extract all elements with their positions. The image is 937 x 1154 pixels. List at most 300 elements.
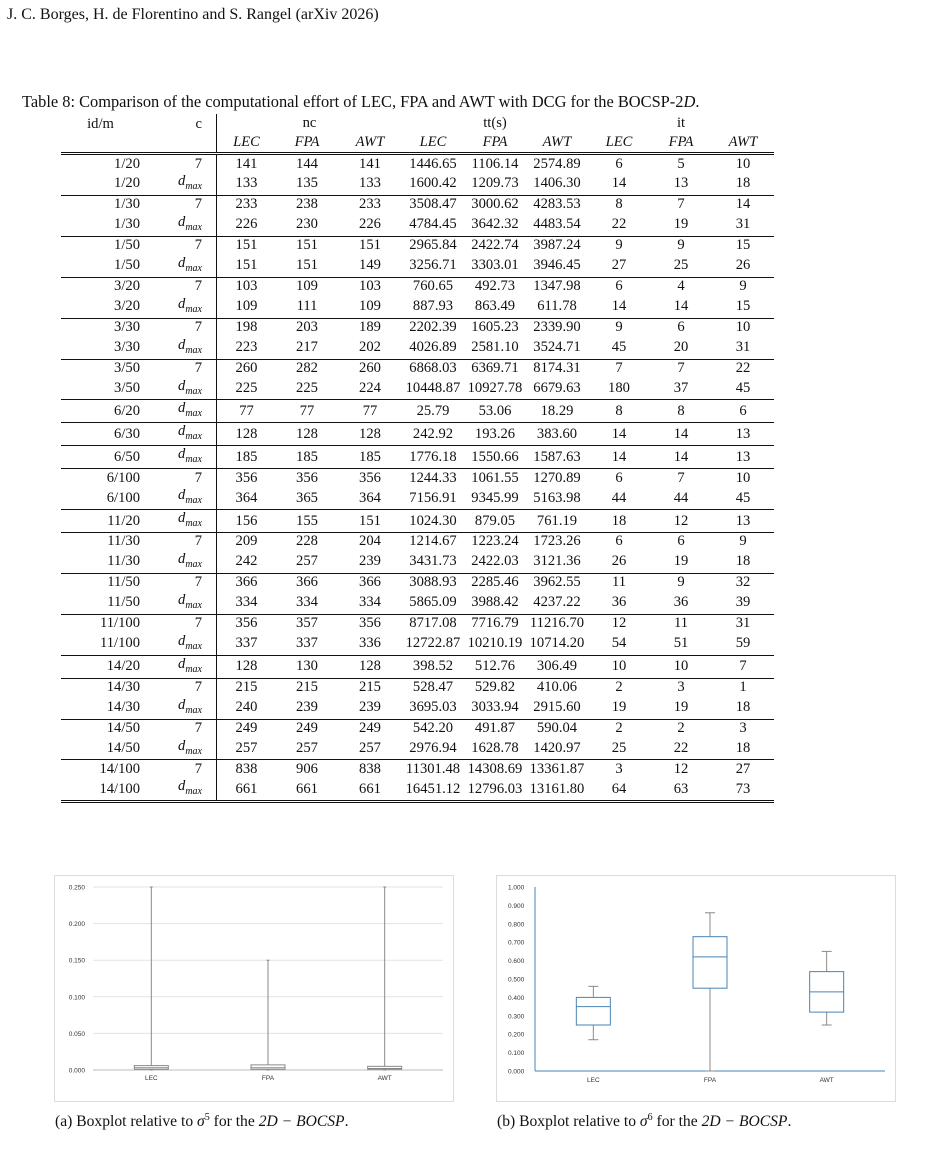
- dmax-base: d: [178, 446, 186, 463]
- table-row: [61, 195, 774, 214]
- cell-value: 5163.98: [533, 489, 581, 506]
- dmax-sub: max: [185, 385, 202, 397]
- cell-c: [140, 296, 217, 318]
- cell-value: 3: [588, 760, 650, 779]
- cell-id: 14/100: [61, 778, 140, 801]
- cell-value: 185: [276, 446, 338, 469]
- cell-id: 11/100: [100, 635, 140, 652]
- cell-value: 10714.20: [529, 635, 585, 652]
- cell-c: [140, 655, 217, 678]
- dmax-base: d: [178, 737, 186, 754]
- cell-value: 149: [359, 257, 381, 274]
- cell-value: 3962.55: [526, 573, 588, 592]
- cell-value: 6: [615, 155, 623, 172]
- cell-c: [140, 697, 217, 719]
- cell-value: 3508.47: [402, 195, 464, 214]
- cell-value: 13: [712, 423, 774, 446]
- cell-value: 1446.65: [409, 155, 457, 172]
- subcaption-b: (b) Boxplot relative to $\sigma^6$ for the 2D − BOCSP.: [497, 1112, 792, 1131]
- cell-value: 109: [276, 277, 338, 296]
- cell-c: 7: [140, 195, 217, 214]
- cell-value: 31: [735, 339, 751, 356]
- cell-value: 53.06: [464, 400, 526, 423]
- cell-value: 7: [650, 469, 712, 488]
- cell-value: 156: [217, 510, 277, 533]
- cell-c: [140, 337, 217, 359]
- cell-value: 22: [712, 359, 774, 378]
- cell-value: 14: [673, 298, 689, 315]
- cell-id: 6/50: [61, 446, 140, 469]
- cell-value: 14308.69: [464, 760, 526, 779]
- cell-value: 18: [735, 175, 751, 192]
- cell-value: 410.06: [526, 678, 588, 697]
- cell-c: 7: [140, 469, 217, 488]
- cell-value: 4283.53: [526, 195, 588, 214]
- table-row: [61, 236, 774, 255]
- table-header-row: [61, 114, 774, 133]
- cell-value: 14: [712, 195, 774, 214]
- cell-value: 2: [650, 719, 712, 738]
- cell-value: 8174.31: [526, 359, 588, 378]
- cell-value: 20: [673, 339, 689, 356]
- cell-c: 7: [140, 760, 217, 779]
- table-row: [61, 532, 774, 551]
- cell-c: [140, 633, 217, 655]
- cell-value: 4026.89: [409, 339, 457, 356]
- cell-c: [140, 487, 217, 509]
- cell-value: 63: [650, 778, 712, 801]
- dmax-sub: max: [185, 454, 202, 466]
- cell-value: 151: [217, 255, 277, 277]
- cell-value: 77: [276, 400, 338, 423]
- dmax-sub: max: [185, 640, 202, 652]
- dmax-sub: max: [185, 431, 202, 443]
- table-row: [61, 296, 774, 318]
- cell-value: 10: [588, 655, 650, 678]
- cell-value: 1420.97: [533, 739, 581, 756]
- cell-value: 12: [650, 760, 712, 779]
- cell-value: 6: [588, 469, 650, 488]
- dmax-sub: max: [185, 517, 202, 529]
- cell-value: 25.79: [402, 400, 464, 423]
- cell-value: 8: [588, 195, 650, 214]
- cell-c: 7: [140, 359, 217, 378]
- table-row: [61, 255, 774, 277]
- cell-c: [140, 592, 217, 614]
- cell-value: 36: [673, 594, 689, 611]
- cell-value: 1214.67: [402, 532, 464, 551]
- cell-id: 3/20: [61, 277, 140, 296]
- cell-value: 1587.63: [526, 446, 588, 469]
- cell-value: 13: [673, 175, 689, 192]
- cell-value: 3988.42: [471, 594, 519, 611]
- dmax-base: d: [178, 510, 186, 527]
- cell-value: 44: [611, 489, 627, 506]
- table-row: [61, 614, 774, 633]
- cell-value: 661: [338, 778, 402, 801]
- dmax-base: d: [178, 550, 186, 567]
- header-group3: it: [676, 115, 686, 131]
- cell-value: 366: [276, 573, 338, 592]
- cell-value: 6369.71: [464, 359, 526, 378]
- cell-value: 209: [217, 532, 277, 551]
- cell-value: 25: [673, 257, 689, 274]
- cell-value: 15: [735, 298, 751, 315]
- dmax-base: d: [178, 336, 186, 353]
- cell-value: 13161.80: [526, 778, 588, 801]
- x-category-label: AWT: [377, 1075, 392, 1082]
- cell-value: 10: [735, 155, 751, 172]
- cell-value: 11: [650, 614, 712, 633]
- dmax-base: d: [178, 213, 186, 230]
- cell-value: 185: [217, 446, 277, 469]
- cell-value: 19: [673, 216, 689, 233]
- cell-value: 180: [608, 379, 630, 396]
- cell-value: 906: [276, 760, 338, 779]
- cell-value: 239: [296, 699, 318, 716]
- cell-value: 257: [296, 553, 318, 570]
- cell-value: 661: [217, 778, 277, 801]
- cell-value: 1024.30: [402, 510, 464, 533]
- cell-id: 11/50: [61, 573, 140, 592]
- dmax-base: d: [178, 655, 186, 672]
- cell-value: 133: [217, 173, 277, 195]
- cell-value: 39: [735, 594, 751, 611]
- cell-value: 366: [217, 573, 277, 592]
- subheader-lec: LEC: [588, 133, 650, 154]
- table-row: [61, 697, 774, 719]
- cell-value: 215: [338, 678, 402, 697]
- cell-value: 2581.10: [471, 339, 519, 356]
- cell-value: 51: [673, 635, 689, 652]
- cell-value: 334: [296, 594, 318, 611]
- cell-value: 15: [712, 236, 774, 255]
- table-row: [61, 469, 774, 488]
- dmax-sub: max: [185, 262, 202, 274]
- y-tick-label: 0.300: [508, 1013, 525, 1021]
- cell-value: 6679.63: [533, 379, 581, 396]
- cell-id: 6/100: [106, 489, 140, 506]
- dmax-base: d: [178, 487, 186, 504]
- cell-value: 7: [588, 359, 650, 378]
- cell-value: 77: [338, 400, 402, 423]
- cell-value: 9: [650, 573, 712, 592]
- cell-value: 155: [276, 510, 338, 533]
- table-row: [61, 678, 774, 697]
- cell-value: 4784.45: [409, 216, 457, 233]
- cell-value: 1605.23: [464, 318, 526, 337]
- cell-c: 7: [194, 155, 202, 172]
- cell-value: 128: [338, 655, 402, 678]
- cell-value: 12796.03: [464, 778, 526, 801]
- cell-value: 10448.87: [405, 379, 461, 396]
- cell-id: 3/50: [114, 379, 140, 396]
- cell-value: 1223.24: [464, 532, 526, 551]
- cell-value: 1: [712, 678, 774, 697]
- table-row: [61, 655, 774, 678]
- cell-value: 37: [673, 379, 689, 396]
- cell-value: 2422.74: [464, 236, 526, 255]
- cell-value: 19: [673, 553, 689, 570]
- cell-id: 3/50: [61, 359, 140, 378]
- cell-value: 611.78: [537, 298, 577, 315]
- y-tick-label: 0.050: [68, 1030, 85, 1038]
- cell-c: 7: [140, 719, 217, 738]
- boxplot-b-frame: [496, 875, 896, 1102]
- cell-value: 11301.48: [402, 760, 464, 779]
- subheader-fpa: FPA: [650, 133, 712, 154]
- subheader-awt: AWT: [526, 133, 588, 154]
- dmax-base: d: [178, 778, 186, 795]
- cell-value: 357: [276, 614, 338, 633]
- cell-value: 18: [588, 510, 650, 533]
- cell-value: 128: [217, 423, 277, 446]
- cell-value: 32: [712, 573, 774, 592]
- cell-id: 6/20: [61, 400, 140, 423]
- y-tick-label: 0.000: [508, 1068, 525, 1076]
- cell-c: 7: [140, 236, 217, 255]
- dmax-sub: max: [185, 558, 202, 570]
- cell-c: 7: [140, 277, 217, 296]
- cell-value: 1723.26: [526, 532, 588, 551]
- table-row: [61, 173, 774, 195]
- cell-value: 14: [611, 298, 627, 315]
- cell-id: 14/50: [106, 739, 140, 756]
- header-group1: nc: [217, 114, 403, 133]
- cell-value: 1061.55: [464, 469, 526, 488]
- cell-value: 27: [712, 760, 774, 779]
- dmax-base: d: [178, 400, 186, 417]
- cell-value: 22: [673, 739, 689, 756]
- cell-value: 512.76: [464, 655, 526, 678]
- cell-value: 257: [296, 739, 318, 756]
- cell-value: 2: [588, 678, 650, 697]
- cell-value: 128: [338, 423, 402, 446]
- cell-value: 242.92: [402, 423, 464, 446]
- cell-id: 6/100: [61, 469, 140, 488]
- cell-id: 11/100: [61, 614, 140, 633]
- cell-value: 77: [217, 400, 277, 423]
- dmax-base: d: [178, 173, 186, 189]
- cell-value: 151: [296, 257, 318, 274]
- cell-value: 141: [359, 155, 381, 172]
- box-fpa: [251, 1065, 285, 1069]
- cell-value: 4237.22: [533, 594, 581, 611]
- cell-value: 249: [276, 719, 338, 738]
- dmax-base: d: [178, 295, 186, 312]
- cell-c: [140, 551, 217, 573]
- y-tick-label: 0.200: [508, 1031, 525, 1039]
- header-c: c: [140, 114, 217, 154]
- cell-value: 45: [611, 339, 627, 356]
- cell-value: 1406.30: [533, 175, 581, 192]
- cell-value: 2285.46: [464, 573, 526, 592]
- cell-value: 366: [338, 573, 402, 592]
- table-row: [61, 400, 774, 423]
- x-category-label: FPA: [261, 1075, 275, 1082]
- cell-value: 838: [217, 760, 277, 779]
- table-row: [61, 359, 774, 378]
- cell-value: 230: [296, 216, 318, 233]
- cell-value: 11216.70: [526, 614, 588, 633]
- dmax-sub: max: [185, 221, 202, 233]
- cell-value: 9345.99: [471, 489, 519, 506]
- cell-value: 249: [217, 719, 277, 738]
- dmax-base: d: [178, 377, 186, 394]
- cell-id: 1/20: [114, 175, 140, 192]
- cell-value: 228: [276, 532, 338, 551]
- cell-value: 9: [712, 277, 774, 296]
- cell-id: 11/20: [61, 510, 140, 533]
- cell-value: 6868.03: [402, 359, 464, 378]
- table-row: [61, 551, 774, 573]
- cell-value: 337: [296, 635, 318, 652]
- cell-value: 13: [712, 510, 774, 533]
- table-row: [61, 592, 774, 614]
- cell-value: 203: [276, 318, 338, 337]
- cell-id: 6/30: [61, 423, 140, 446]
- cell-value: 590.04: [526, 719, 588, 738]
- cell-value: 7156.91: [409, 489, 457, 506]
- subheader-awt: AWT: [712, 133, 774, 154]
- cell-value: 193.26: [464, 423, 526, 446]
- cell-value: 26: [611, 553, 627, 570]
- y-tick-label: 0.100: [508, 1050, 525, 1058]
- cell-value: 11: [588, 573, 650, 592]
- y-tick-label: 0.900: [508, 902, 525, 910]
- cell-id: 14/100: [61, 760, 140, 779]
- table-row: [61, 487, 774, 509]
- cell-c: 7: [140, 318, 217, 337]
- dmax-sub: max: [185, 786, 202, 798]
- table-row: [61, 778, 774, 801]
- cell-value: 109: [359, 298, 381, 315]
- cell-value: 12: [650, 510, 712, 533]
- box-lec: [576, 997, 610, 1025]
- cell-value: 356: [217, 469, 277, 488]
- cell-value: 202: [359, 339, 381, 356]
- cell-value: 7: [650, 359, 712, 378]
- table-row: [61, 738, 774, 760]
- cell-value: 19: [611, 699, 627, 716]
- cell-value: 8: [588, 400, 650, 423]
- cell-value: 10: [712, 469, 774, 488]
- cell-value: 364: [359, 489, 381, 506]
- cell-value: 3946.45: [533, 257, 581, 274]
- y-tick-label: 0.250: [68, 884, 85, 892]
- cell-value: 233: [217, 195, 277, 214]
- table-row: [61, 214, 774, 236]
- cell-value: 217: [296, 339, 318, 356]
- cell-value: 10: [650, 655, 712, 678]
- cell-value: 73: [712, 778, 774, 801]
- cell-value: 1106.14: [471, 155, 519, 172]
- cell-value: 3000.62: [464, 195, 526, 214]
- y-tick-label: 0.500: [508, 976, 525, 984]
- cell-id: 1/30: [114, 216, 140, 233]
- cell-value: 133: [359, 175, 381, 192]
- dmax-sub: max: [185, 344, 202, 356]
- cell-value: 135: [296, 175, 318, 192]
- cell-value: 1270.89: [526, 469, 588, 488]
- y-tick-label: 0.100: [68, 994, 85, 1002]
- cell-value: 2976.94: [409, 739, 457, 756]
- cell-value: 242: [217, 551, 277, 573]
- cell-value: 306.49: [526, 655, 588, 678]
- boxplot-a-frame: [54, 875, 454, 1102]
- boxplot-sigma5: [55, 876, 453, 1101]
- subheader-lec: LEC: [217, 133, 277, 154]
- cell-value: 1776.18: [402, 446, 464, 469]
- dmax-sub: max: [185, 599, 202, 611]
- cell-value: 54: [611, 635, 627, 652]
- cell-c: 7: [140, 614, 217, 633]
- cell-value: 4: [650, 277, 712, 296]
- cell-value: 5865.09: [409, 594, 457, 611]
- y-tick-label: 0.400: [508, 994, 525, 1002]
- cell-value: 144: [296, 155, 318, 172]
- dmax-base: d: [178, 423, 186, 440]
- cell-id: 14/30: [106, 699, 140, 716]
- cell-id: 14/30: [61, 678, 140, 697]
- cell-value: 130: [276, 655, 338, 678]
- cell-value: 128: [276, 423, 338, 446]
- cell-id: 11/50: [107, 594, 140, 611]
- cell-value: 26: [735, 257, 751, 274]
- cell-value: 2574.89: [533, 155, 581, 172]
- cell-value: 1347.98: [526, 277, 588, 296]
- cell-value: 3695.03: [409, 699, 457, 716]
- cell-value: 31: [712, 614, 774, 633]
- subheader-awt: AWT: [338, 133, 402, 154]
- y-tick-label: 0.700: [508, 939, 525, 947]
- cell-value: 240: [217, 697, 277, 719]
- cell-value: 3431.73: [409, 553, 457, 570]
- cell-value: 1244.33: [402, 469, 464, 488]
- cell-value: 141: [217, 154, 277, 174]
- cell-value: 14: [588, 423, 650, 446]
- cell-value: 151: [276, 236, 338, 255]
- cell-value: 3: [712, 719, 774, 738]
- cell-value: 185: [338, 446, 402, 469]
- cell-value: 8717.08: [402, 614, 464, 633]
- cell-value: 45: [735, 489, 751, 506]
- cell-value: 14: [650, 446, 712, 469]
- cell-value: 2339.90: [526, 318, 588, 337]
- cell-value: 10927.78: [467, 379, 523, 396]
- cell-value: 18: [735, 553, 751, 570]
- cell-value: 1209.73: [471, 175, 519, 192]
- cell-c: [140, 510, 217, 533]
- cell-value: 14: [650, 423, 712, 446]
- cell-value: 257: [359, 739, 381, 756]
- cell-value: 3033.94: [471, 699, 519, 716]
- table-row: [61, 573, 774, 592]
- cell-value: 13: [712, 446, 774, 469]
- cell-value: 12722.87: [405, 635, 461, 652]
- table-row: [61, 719, 774, 738]
- cell-value: 282: [276, 359, 338, 378]
- y-tick-label: 1.000: [508, 884, 525, 892]
- cell-id: 3/20: [114, 298, 140, 315]
- cell-value: 27: [611, 257, 627, 274]
- dmax-sub: max: [185, 704, 202, 716]
- cell-id: 1/20: [114, 155, 140, 172]
- cell-value: 1628.78: [471, 739, 519, 756]
- table-row: [61, 318, 774, 337]
- cell-value: 7: [712, 655, 774, 678]
- cell-value: 109: [217, 296, 277, 318]
